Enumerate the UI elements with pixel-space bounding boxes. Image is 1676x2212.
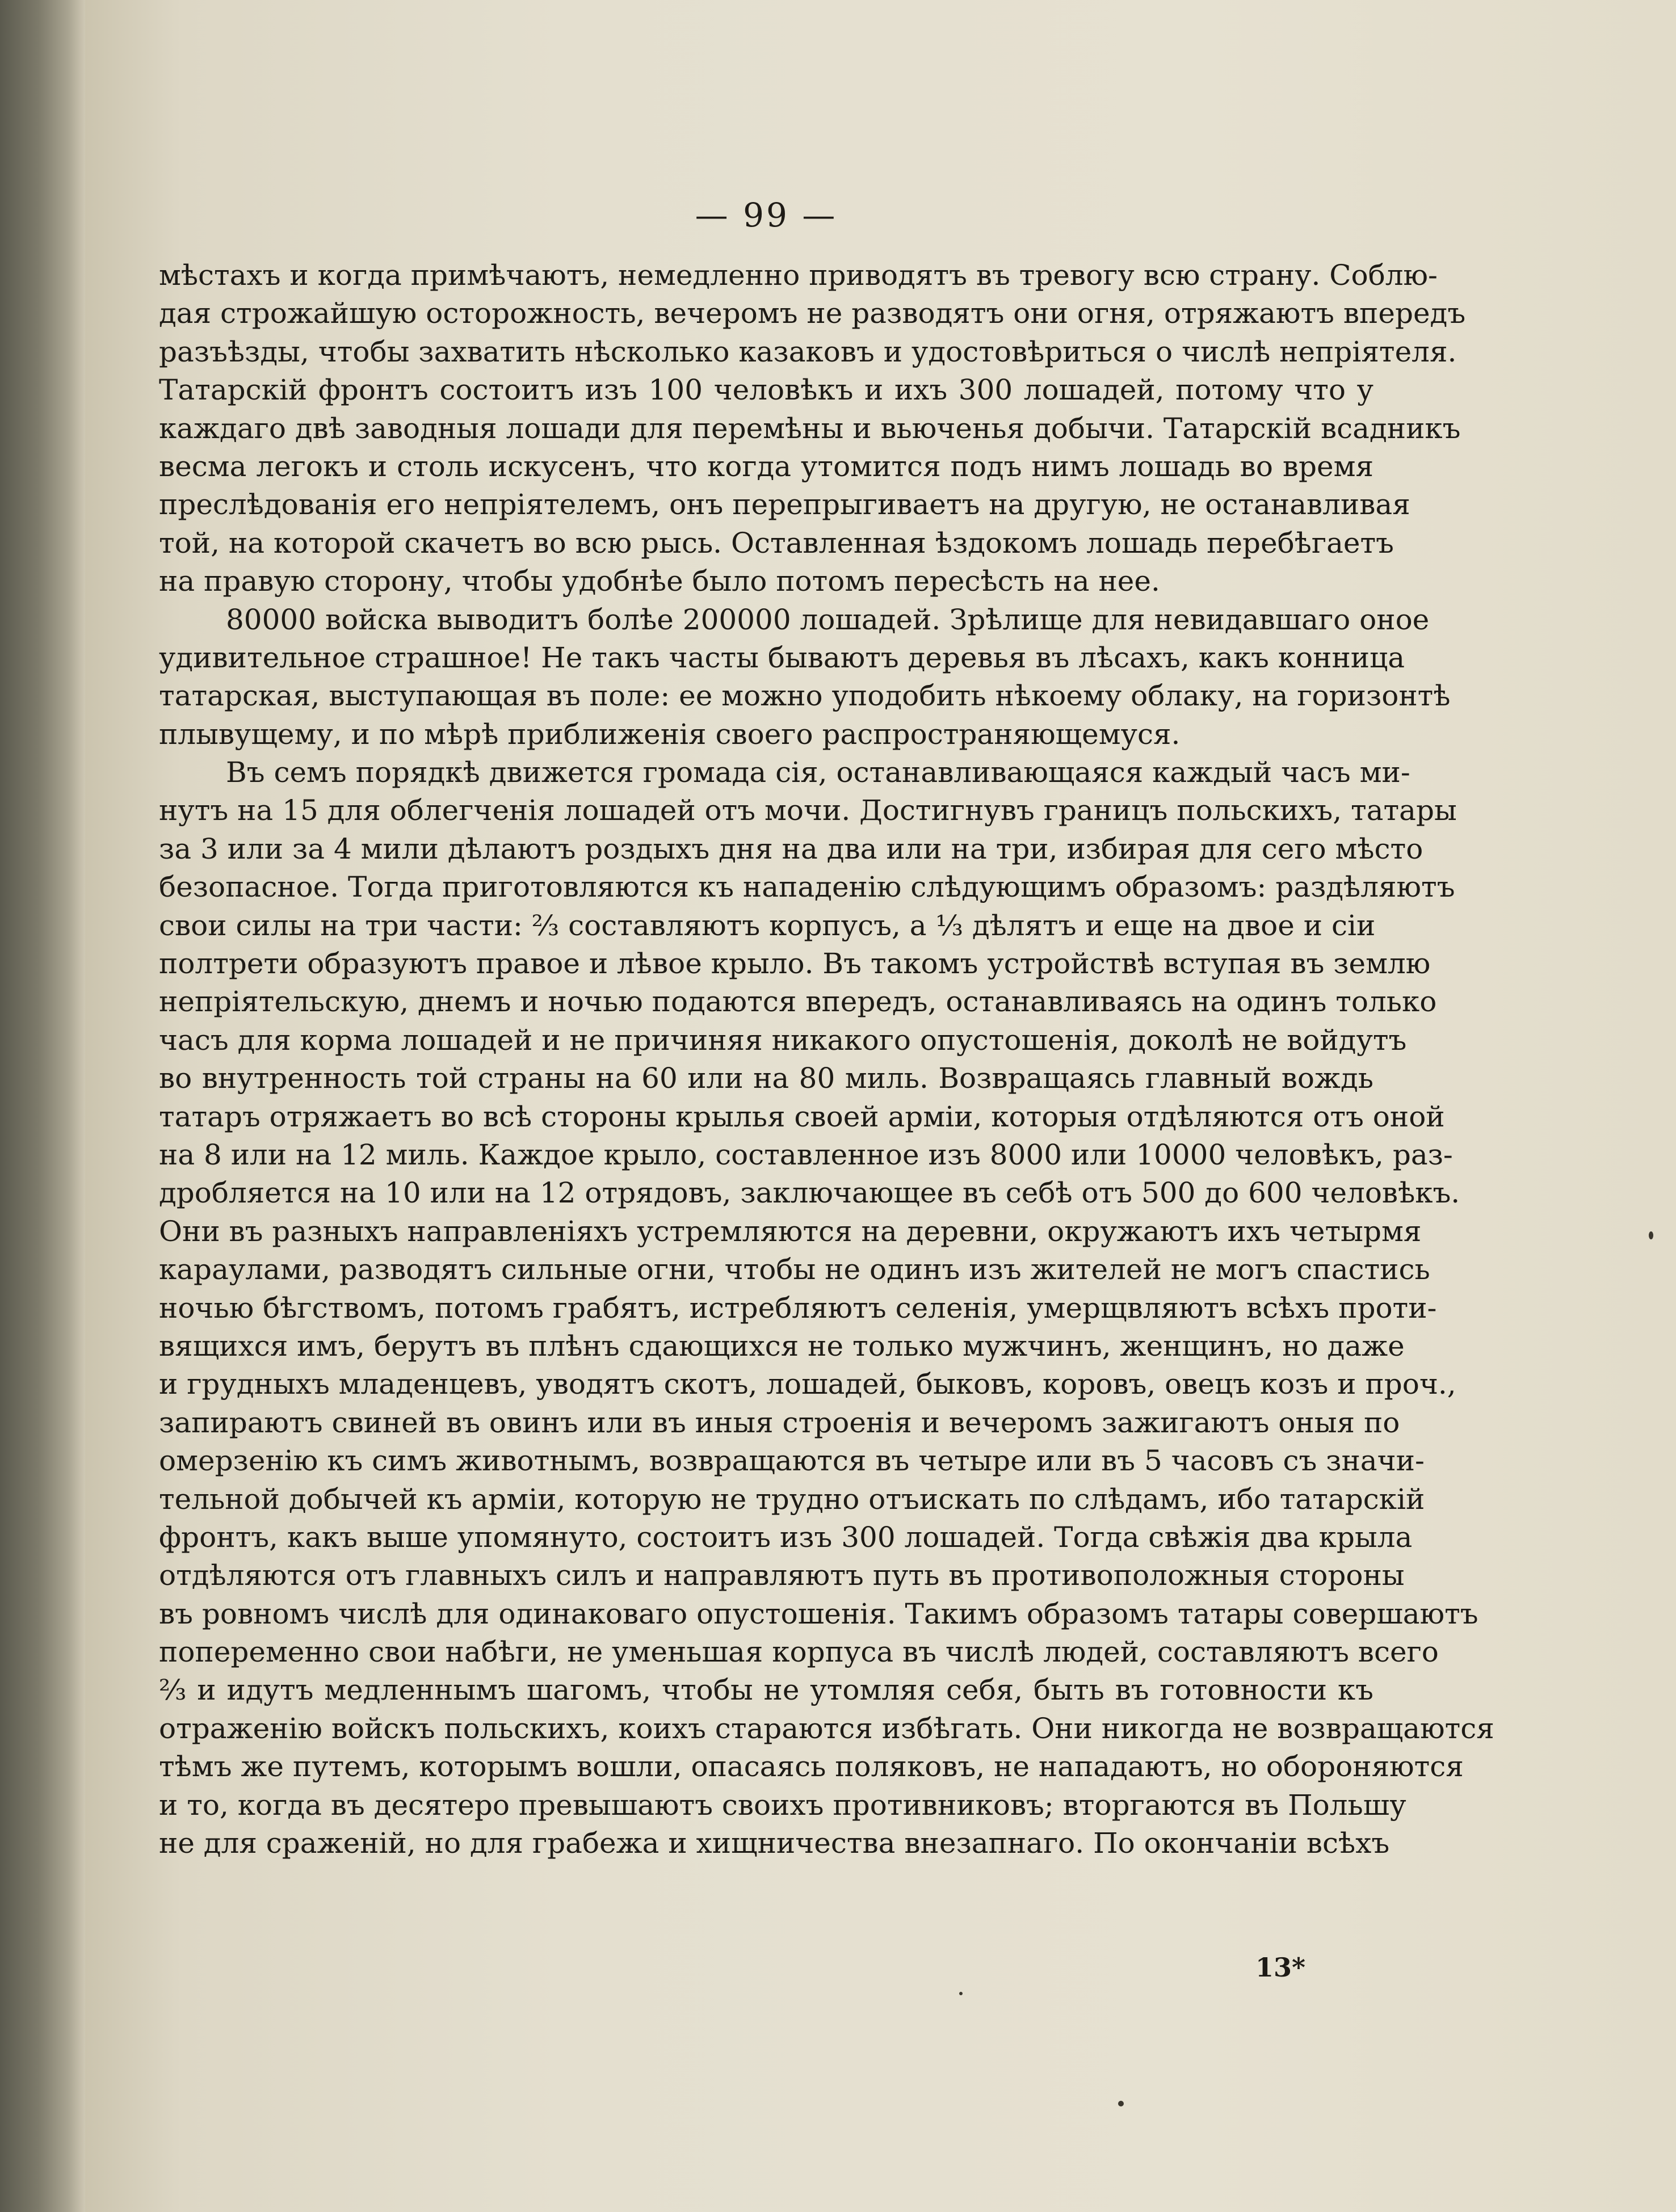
text-line: во внутренность той страны на 60 или на 80 миль. Возвращаясь главный вождь [159, 1062, 1373, 1095]
text-line: разъѣзды, чтобы захватить нѣсколько казаковъ и удостовѣриться о числѣ непріятеля. [159, 335, 1457, 368]
text-line: вящихся имъ, берутъ въ плѣнъ сдающихся не только мужчинъ, женщинъ, но даже [159, 1329, 1405, 1362]
text-line: на 8 или на 12 миль. Каждое крыло, составленное изъ 8000 или 10000 человѣкъ, раз- [159, 1138, 1453, 1171]
text-line: тельной добычей къ арміи, которую не трудно отъискать по слѣдамъ, ибо татарскій [159, 1482, 1425, 1516]
text-line: не для сраженій, но для грабежа и хищничества внезапнаго. По окончаніи всѣхъ [159, 1827, 1390, 1860]
text-line: отраженію войскъ польскихъ, коихъ стараются избѣгать. Они никогда не возвращаются [159, 1711, 1494, 1745]
text-line: за 3 или за 4 мили дѣлаютъ роздыхъ дня на два или на три, избирая для сего мѣсто [159, 832, 1423, 865]
text-line: въ ровномъ числѣ для одинаковаго опустошенія. Такимъ образомъ татары совершаютъ [159, 1597, 1478, 1630]
text-line: татарская, выступающая въ поле: ее можно уподобить нѣкоему облаку, на горизонтѣ [159, 679, 1451, 713]
text-line: тѣмъ же путемъ, которымъ вошли, опасаясь поляковъ, не нападаютъ, но обороняются [159, 1750, 1464, 1784]
text-line: дая строжайшую осторожность, вечеромъ не разводятъ они огня, отряжаютъ впередъ [159, 297, 1466, 330]
text-line: Они въ разныхъ направленіяхъ устремляются на деревни, окружаютъ ихъ четырмя [159, 1214, 1422, 1248]
paper-speck [1649, 1231, 1653, 1239]
text-line: мѣстахъ и когда примѣчаютъ, немедленно приводятъ въ тревогу всю страну. Соблю- [159, 259, 1438, 292]
text-line: часъ для корма лошадей и не причиняя никакого опустошенія, доколѣ не войдутъ [159, 1023, 1407, 1057]
text-line: той, на которой скачетъ во всю рысь. Оставленная ѣздокомъ лошадь перебѣгаетъ [159, 526, 1394, 560]
text-line: удивительное страшное! Не такъ часты бываютъ деревья въ лѣсахъ, какъ конница [159, 641, 1405, 674]
text-line: татаръ отряжаетъ во всѣ стороны крылья своей арміи, которыя отдѣляются отъ оной [159, 1100, 1445, 1133]
text-line: караулами, разводятъ сильные огни, чтобы не одинъ изъ жителей не могъ спастись [159, 1253, 1430, 1286]
text-line: свои силы на три части: ⅔ составляютъ корпусъ, а ⅓ дѣлятъ и еще на двое и сіи [159, 909, 1376, 942]
text-line: непріятельскую, днемъ и ночью подаются впередъ, останавливаясь на одинъ только [159, 985, 1437, 1019]
page-number: — 99 — [695, 196, 838, 234]
text-line: каждаго двѣ заводныя лошади для перемѣны и вьюченья добычи. Татарскій всадникъ [159, 411, 1461, 445]
scan-shadow-edge [0, 0, 85, 2212]
paper-speck [959, 1992, 963, 1995]
text-line: Татарскій фронтъ состоитъ изъ 100 человѣкъ и ихъ 300 лошадей, потому что у [159, 373, 1373, 407]
text-line: преслѣдованія его непріятелемъ, онъ перепрыгиваетъ на другую, не останавливая [159, 488, 1410, 522]
text-line: и то, когда въ десятеро превышаютъ своихъ противниковъ; вторгаются въ Польшу [159, 1788, 1406, 1822]
signature-mark: 13* [1255, 1952, 1306, 1983]
text-line: ⅔ и идутъ медленнымъ шагомъ, чтобы не утомляя себя, быть въ готовности къ [159, 1673, 1373, 1707]
text-line: полтрети образуютъ правое и лѣвое крыло. Въ такомъ устройствѣ вступая въ землю [159, 947, 1431, 981]
text-line: омерзенію къ симъ животнымъ, возвращаются въ четыре или въ 5 часовъ съ значи- [159, 1444, 1425, 1478]
text-line: Въ семъ порядкѣ движется громада сія, останавливающаяся каждый часъ ми- [226, 756, 1410, 789]
text-line: плывущему, и по мѣрѣ приближенія своего распространяющемуся. [159, 717, 1181, 751]
text-line: отдѣляются отъ главныхъ силъ и направляютъ путь въ противоположныя стороны [159, 1559, 1405, 1592]
text-line: запираютъ свиней въ овинъ или въ иныя строенія и вечеромъ зажигаютъ оныя по [159, 1406, 1400, 1439]
text-line: и грудныхъ младенцевъ, уводятъ скотъ, лошадей, быковъ, коровъ, овецъ козъ и проч., [159, 1368, 1456, 1401]
paper-speck [1118, 2101, 1124, 2106]
text-line: попеременно свои набѣги, не уменьшая корпуса въ числѣ людей, составляютъ всего [159, 1635, 1439, 1669]
text-line: весма легокъ и столь искусенъ, что когда утомится подъ нимъ лошадь во время [159, 449, 1373, 483]
text-line: ночью бѣгствомъ, потомъ грабятъ, истребляютъ селенія, умерщвляютъ всѣхъ проти- [159, 1291, 1437, 1324]
text-line: 80000 войска выводитъ болѣе 200000 лошадей. Зрѣлище для невидавшаго оное [226, 603, 1430, 636]
text-line: фронтъ, какъ выше упомянуто, состоитъ изъ 300 лошадей. Тогда свѣжія два крыла [159, 1520, 1413, 1554]
text-line: нутъ на 15 для облегченія лошадей отъ мочи. Достигнувъ границъ польскихъ, татары [159, 794, 1457, 827]
text-line: дробляется на 10 или на 12 отрядовъ, заключающее въ себѣ отъ 500 до 600 человѣкъ. [159, 1176, 1460, 1210]
text-line: безопасное. Тогда приготовляются къ нападенію слѣдующимъ образомъ: раздѣляютъ [159, 870, 1455, 904]
text-line: на правую сторону, чтобы удобнѣе было потомъ пересѣсть на нее. [159, 565, 1160, 598]
body-text [159, 256, 1494, 1862]
